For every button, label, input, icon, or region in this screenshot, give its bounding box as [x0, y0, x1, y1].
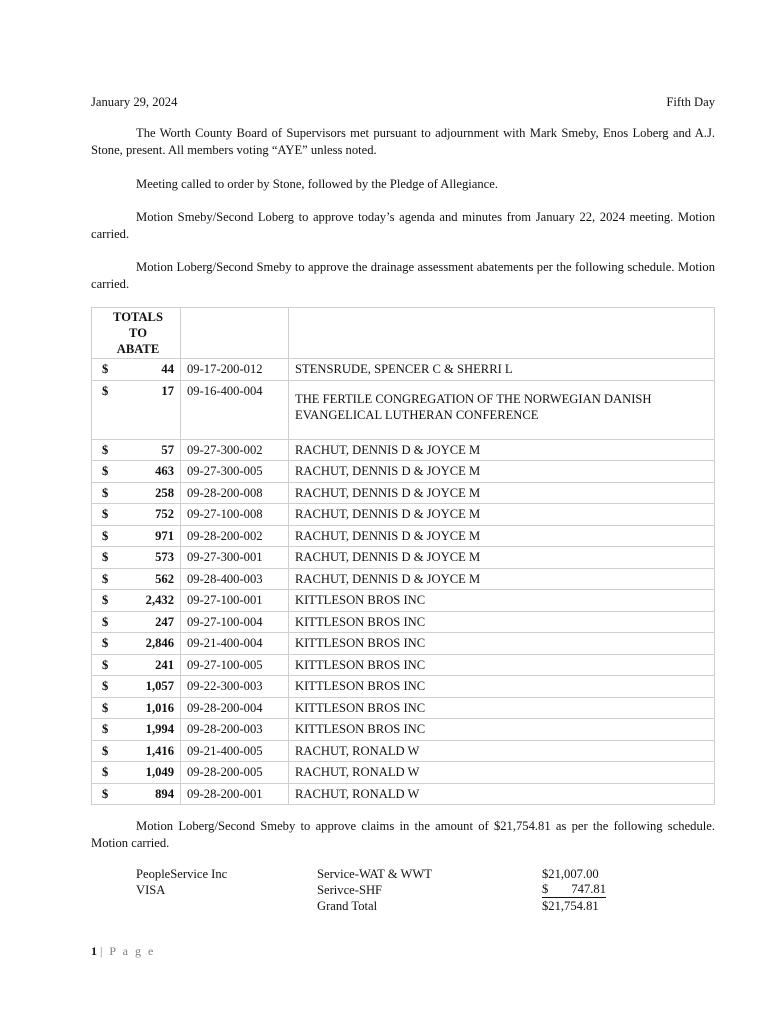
grand-total-amount: $21,754.81 [542, 899, 599, 913]
owner-name: STENSRUDE, SPENCER C & SHERRI L [289, 359, 715, 381]
currency-symbol: $ [102, 528, 109, 543]
document-header [91, 95, 715, 110]
header-line: TO [129, 326, 147, 340]
claim-service: Serivce-SHF [317, 883, 383, 897]
abate-amount-cell [92, 461, 181, 483]
abate-amount-cell [92, 676, 181, 698]
claim-currency: $ [542, 882, 549, 896]
currency-symbol: $ [102, 614, 109, 629]
abatement-row [92, 359, 715, 381]
abate-amount-cell [92, 482, 181, 504]
parcel-number: 09-27-300-001 [181, 547, 289, 569]
meeting-day: Fifth Day [666, 95, 715, 109]
abatement-row [92, 697, 715, 719]
abate-amount: 2,432 [145, 593, 174, 608]
paragraph-agenda-motion: Motion Smeby/Second Loberg to approve today’s agenda and minutes from January 22, 2024 meeting. Motion carried. [91, 210, 715, 241]
owner-name: KITTLESON BROS INC [289, 654, 715, 676]
paragraph-abatement-motion: Motion Loberg/Second Smeby to approve the drainage assessment abatements per the following schedule. Motion carried. [91, 260, 715, 291]
claims-row [136, 882, 716, 898]
claim-service: Service-WAT & WWT [317, 867, 432, 881]
currency-symbol: $ [102, 485, 109, 500]
owner-name: RACHUT, DENNIS D & JOYCE M [289, 525, 715, 547]
currency-symbol: $ [102, 593, 109, 608]
abate-amount: 894 [155, 786, 174, 801]
currency-symbol: $ [102, 679, 109, 694]
parcel-number: 09-27-100-001 [181, 590, 289, 612]
abatement-table-header [92, 308, 715, 359]
owner-name: KITTLESON BROS INC [289, 697, 715, 719]
owner-header-cell [289, 308, 715, 359]
abate-amount: 258 [155, 485, 174, 500]
abatement-row [92, 547, 715, 569]
abate-amount: 2,846 [145, 636, 174, 651]
parcel-number: 09-28-200-003 [181, 719, 289, 741]
currency-symbol: $ [102, 550, 109, 565]
parcel-number: 09-28-200-005 [181, 762, 289, 784]
owner-name: THE FERTILE CONGREGATION OF THE NORWEGIAN DANISH EVANGELICAL LUTHERAN CONFERENCE [289, 380, 715, 439]
claims-schedule [136, 866, 716, 914]
owner-name: RACHUT, DENNIS D & JOYCE M [289, 461, 715, 483]
abate-amount: 17 [161, 383, 174, 398]
owner-name: KITTLESON BROS INC [289, 719, 715, 741]
abate-amount: 562 [155, 571, 174, 586]
claims-total-row [136, 898, 716, 914]
totals-to-abate-header [92, 308, 181, 359]
abate-amount: 57 [161, 442, 174, 457]
abate-amount: 1,057 [145, 679, 174, 694]
abatement-row [92, 439, 715, 461]
abate-amount-cell [92, 654, 181, 676]
currency-symbol: $ [102, 700, 109, 715]
owner-name: KITTLESON BROS INC [289, 633, 715, 655]
abate-amount: 971 [155, 528, 174, 543]
currency-symbol: $ [102, 507, 109, 522]
header-line: TOTALS [113, 310, 163, 324]
abate-amount: 1,049 [145, 765, 174, 780]
abate-amount: 1,994 [145, 722, 174, 737]
owner-name: RACHUT, RONALD W [289, 740, 715, 762]
owner-name: RACHUT, DENNIS D & JOYCE M [289, 547, 715, 569]
owner-name: RACHUT, DENNIS D & JOYCE M [289, 504, 715, 526]
owner-name: RACHUT, DENNIS D & JOYCE M [289, 568, 715, 590]
claim-amount [542, 882, 606, 898]
parcel-number: 09-27-100-004 [181, 611, 289, 633]
claim-vendor: VISA [136, 883, 166, 897]
abatement-row [92, 380, 715, 439]
page-number: 1 [91, 944, 97, 958]
abate-amount-cell [92, 783, 181, 805]
currency-symbol: $ [102, 657, 109, 672]
paragraph-call-to-order: Meeting called to order by Stone, followed by the Pledge of Allegiance. [136, 177, 498, 191]
grand-total-label: Grand Total [317, 899, 378, 913]
currency-symbol: $ [102, 383, 109, 398]
abatement-row [92, 654, 715, 676]
currency-symbol: $ [102, 786, 109, 801]
parcel-number: 09-21-400-005 [181, 740, 289, 762]
page-footer [91, 944, 155, 959]
abatement-row [92, 482, 715, 504]
paragraph-claims-motion: Motion Loberg/Second Smeby to approve claims in the amount of $21,754.81 as per the following schedule. Motion carried. [91, 819, 715, 850]
parcel-number: 09-17-200-012 [181, 359, 289, 381]
owner-name: RACHUT, RONALD W [289, 783, 715, 805]
header-line: ABATE [116, 342, 160, 356]
abate-amount: 247 [155, 614, 174, 629]
abate-amount-cell [92, 525, 181, 547]
claim-vendor: PeopleService Inc [136, 867, 228, 881]
abatement-table [91, 307, 715, 805]
parcel-number: 09-27-300-005 [181, 461, 289, 483]
abate-amount-cell [92, 547, 181, 569]
abate-amount-cell [92, 359, 181, 381]
currency-symbol: $ [102, 571, 109, 586]
abate-amount: 1,016 [145, 700, 174, 715]
abate-amount-cell [92, 719, 181, 741]
owner-name: RACHUT, DENNIS D & JOYCE M [289, 439, 715, 461]
abate-amount: 752 [155, 507, 174, 522]
abate-amount-cell [92, 633, 181, 655]
abatement-row [92, 461, 715, 483]
paragraph-attendance: The Worth County Board of Supervisors met pursuant to adjournment with Mark Smeby, Enos Loberg and A.J. Stone, present. All members voting “AYE” unless noted. [91, 126, 715, 157]
abate-amount-cell [92, 762, 181, 784]
abatement-row [92, 740, 715, 762]
currency-symbol: $ [102, 636, 109, 651]
parcel-number: 09-28-200-001 [181, 783, 289, 805]
parcel-number: 09-28-200-004 [181, 697, 289, 719]
abate-amount-cell [92, 380, 181, 439]
abate-amount: 241 [155, 657, 174, 672]
currency-symbol: $ [102, 765, 109, 780]
abatement-row [92, 590, 715, 612]
abate-amount-cell [92, 740, 181, 762]
abate-amount-cell [92, 590, 181, 612]
abate-amount: 573 [155, 550, 174, 565]
parcel-number: 09-28-400-003 [181, 568, 289, 590]
claims-row [136, 866, 716, 882]
owner-name: RACHUT, DENNIS D & JOYCE M [289, 482, 715, 504]
abatement-row [92, 525, 715, 547]
abatement-row [92, 568, 715, 590]
parcel-number: 09-27-100-008 [181, 504, 289, 526]
abatement-row [92, 783, 715, 805]
abatement-row [92, 676, 715, 698]
abatement-row [92, 719, 715, 741]
currency-symbol: $ [102, 464, 109, 479]
abate-amount-cell [92, 568, 181, 590]
parcel-number: 09-21-400-004 [181, 633, 289, 655]
meeting-date: January 29, 2024 [91, 95, 178, 109]
owner-name: KITTLESON BROS INC [289, 676, 715, 698]
currency-symbol: $ [102, 722, 109, 737]
currency-symbol: $ [102, 362, 109, 377]
claim-amount: $21,007.00 [542, 867, 599, 881]
currency-symbol: $ [102, 743, 109, 758]
claim-value: 747.81 [571, 882, 606, 896]
parcel-number: 09-16-400-004 [181, 380, 289, 439]
parcel-number: 09-28-200-008 [181, 482, 289, 504]
abate-amount-cell [92, 611, 181, 633]
abate-amount-cell [92, 504, 181, 526]
abate-amount: 44 [161, 362, 174, 377]
owner-name: KITTLESON BROS INC [289, 611, 715, 633]
abate-amount-cell [92, 439, 181, 461]
parcel-number: 09-28-200-002 [181, 525, 289, 547]
owner-name: KITTLESON BROS INC [289, 590, 715, 612]
parcel-number: 09-27-100-005 [181, 654, 289, 676]
abate-amount-cell [92, 697, 181, 719]
abatement-row [92, 633, 715, 655]
abate-amount: 463 [155, 464, 174, 479]
abatement-row [92, 504, 715, 526]
parcel-header-cell [181, 308, 289, 359]
currency-symbol: $ [102, 442, 109, 457]
page-label: | P a g e [100, 944, 156, 958]
abate-amount: 1,416 [145, 743, 174, 758]
abatement-row [92, 611, 715, 633]
owner-name: RACHUT, RONALD W [289, 762, 715, 784]
parcel-number: 09-27-300-002 [181, 439, 289, 461]
parcel-number: 09-22-300-003 [181, 676, 289, 698]
abatement-row [92, 762, 715, 784]
